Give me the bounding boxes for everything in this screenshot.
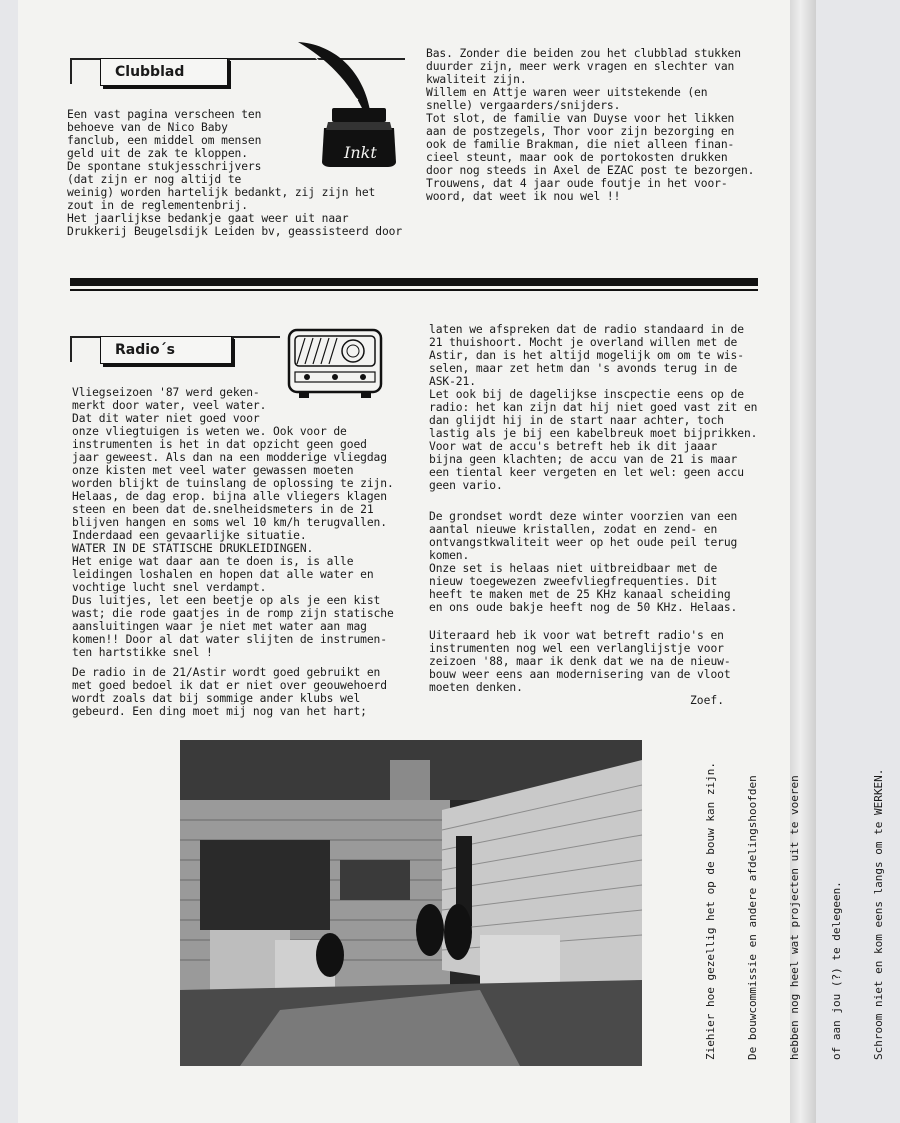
- text-line: kwaliteit zijn.: [426, 73, 527, 86]
- text-line: komen.: [429, 549, 470, 562]
- text-line: jaar geweest. Als dan na een modderige vliegdag: [72, 451, 387, 464]
- signature: Zoef.: [690, 694, 725, 707]
- text-line: instrumenten nog wel een verlanglijstje voor: [429, 642, 724, 655]
- clubblad-rule-mid: [228, 58, 230, 84]
- text-line: leidingen loshalen en hopen dat alle water en: [72, 568, 374, 581]
- text-line: Dat dit water niet goed voor: [72, 412, 260, 425]
- ink-quill-icon: [292, 38, 402, 168]
- text-line: snelle) vergaarders/snijders.: [426, 99, 621, 112]
- text-line: steen en been dat de.snelheidsmeters in de 21: [72, 503, 374, 516]
- text-line: vochtige lucht snel verdampt.: [72, 581, 267, 594]
- ink-label: Inkt: [344, 143, 377, 162]
- photo-caption: [676, 762, 900, 1060]
- text-line: Het jaarlijkse bedankje gaat weer uit naar: [67, 212, 349, 225]
- text-line: Drukkerij Beugelsdijk Leiden bv, geassisteerd door: [67, 225, 403, 238]
- text-line: een tiental keer vergeten en let wel: geen accu: [429, 466, 744, 479]
- text-line: onze vliegtuigen is weten we. Ook voor de: [72, 425, 347, 438]
- text-line: fanclub, een middel om mensen: [67, 134, 262, 147]
- text-line: Bas. Zonder die beiden zou het clubblad stukken: [426, 47, 741, 60]
- text-line: selen, maar zet hetm dan 's avonds terug in de: [429, 362, 738, 375]
- text-line: moeten denken.: [429, 681, 523, 694]
- text-line: ook de familie Brakman, die niet alleen finan-: [426, 138, 735, 151]
- text-line: instrumenten is het in dat opzicht geen goed: [72, 438, 367, 451]
- radios-rule-mid: [232, 336, 234, 362]
- text-line: Trouwens, dat 4 jaar oude foutje in het voor-: [426, 177, 728, 190]
- text-line: aansluitingen waar je niet met water aan mag: [72, 620, 367, 633]
- section-divider: [70, 278, 758, 286]
- text-line: geen vario.: [429, 479, 503, 492]
- text-line: weinig) worden hartelijk bedankt, zij zijn het: [67, 186, 376, 199]
- text-line: wordt zoals dat bij sommige ander klubs wel: [72, 692, 361, 705]
- text-line: Het enige wat daar aan te doen is, is alle: [72, 555, 354, 568]
- radio-icon: [287, 328, 383, 400]
- text-line: zout in de reglementenbrij.: [67, 199, 248, 212]
- photo-image: [180, 740, 642, 1066]
- construction-photo: [180, 740, 642, 1066]
- text-line: worden blijkt de tuinslang de oplossing te zijn.: [72, 477, 394, 490]
- text-line: cieel steunt, maar ook de portokosten drukken: [426, 151, 728, 164]
- text-line: blijven hangen en soms wel 10 km/h terugvallen.: [72, 516, 387, 529]
- text-line: De grondset wordt deze winter voorzien van een: [429, 510, 738, 523]
- text-line: Onze set is helaas niet uitbreidbaar met de: [429, 562, 718, 575]
- text-line: De spontane stukjesschrijvers: [67, 160, 262, 173]
- text-line: en ons oude bakje heeft nog de 50 KHz. Helaas.: [429, 601, 738, 614]
- text-line: dan glijdt hij in de start naar achter, toch: [429, 414, 724, 427]
- text-line: Let ook bij de dagelijkse inscpectie eens op de: [429, 388, 744, 401]
- text-line: woord, dat weet ik nou wel !!: [426, 190, 621, 203]
- text-line: geld uit de zak te kloppen.: [67, 147, 248, 160]
- caption-line: De bouwcommissie en andere afdelingshoofden: [746, 775, 759, 1060]
- clubblad-rule-left: [70, 58, 72, 84]
- text-line: laten we afspreken dat de radio standaard in de: [429, 323, 744, 336]
- radios-rule-left: [70, 336, 72, 362]
- text-line: door nog steeds in Axel de EZAC post te bezorgen.: [426, 164, 755, 177]
- text-line: duurder zijn, meer werk vragen en slechter van: [426, 60, 735, 73]
- text-line: komen!! Door al dat water slijten de instrumen-: [72, 633, 387, 646]
- text-line: Tot slot, de familie van Duyse voor het likken: [426, 112, 735, 125]
- caption-line: Ziehier hoe gezellig het op de bouw kan zijn.: [704, 761, 717, 1060]
- text-line: WATER IN DE STATISCHE DRUKLEIDINGEN.: [72, 542, 314, 555]
- text-line: ontvangstkwaliteit weer op het oude peil terug: [429, 536, 738, 549]
- clubblad-heading: Clubblad: [100, 58, 228, 86]
- text-line: merkt door water, veel water.: [72, 399, 267, 412]
- text-line: Vliegseizoen '87 werd geken-: [72, 386, 260, 399]
- text-line: Astir, dan is het altijd mogelijk om om te wis-: [429, 349, 744, 362]
- text-line: (dat zijn er nog altijd te: [67, 173, 242, 186]
- text-line: bijna geen klachten; de accu van de 21 is maar: [429, 453, 738, 466]
- text-line: Willem en Attje waren weer uitstekende (en: [426, 86, 708, 99]
- caption-line: hebben nog heel wat projecten uit te voeren: [788, 775, 801, 1060]
- text-line: Inderdaad een gevaarlijke situatie.: [72, 529, 307, 542]
- text-line: gebeurd. Een ding moet mij nog van het hart;: [72, 705, 367, 718]
- text-line: aantal nieuwe kristallen, zodat en zend- en: [429, 523, 718, 536]
- text-line: ten hartstikke snel !: [72, 646, 213, 659]
- text-line: zeizoen '88, maar ik denk dat we na de nieuw-: [429, 655, 731, 668]
- text-line: heeft te maken met de 25 KHz kanaal scheiding: [429, 588, 731, 601]
- text-line: radio: het kan zijn dat hij niet goed vast zit en: [429, 401, 758, 414]
- text-line: nieuw toegewezen zweefvliegfrequenties. Dit: [429, 575, 718, 588]
- radios-heading: Radio´s: [100, 336, 232, 364]
- text-line: Helaas, de dag erop. bijna alle vliegers klagen: [72, 490, 387, 503]
- text-line: met goed bedoel ik dat er niet over geouwehoerd: [72, 679, 387, 692]
- section-divider-thin: [70, 289, 758, 291]
- text-line: bouw weer eens aan modernisering van de vloot: [429, 668, 731, 681]
- text-line: lastig als je bij een kabelbreuk moet bijprikken.: [429, 427, 758, 440]
- caption-line: of aan jou (?) te delegeen.: [830, 881, 843, 1060]
- text-line: Voor wat de accu's betreft heb ik dit jaaar: [429, 440, 718, 453]
- text-line: Dus luitjes, let een beetje op als je een kist: [72, 594, 381, 607]
- caption-line: Schroom niet en kom eens langs om te WERKEN.: [872, 768, 885, 1060]
- text-line: ASK-21.: [429, 375, 476, 388]
- text-line: wast; die rode gaatjes in de romp zijn statische: [72, 607, 394, 620]
- text-line: 21 thuishoort. Mocht je overland willen met de: [429, 336, 738, 349]
- text-line: De radio in de 21/Astir wordt goed gebruikt en: [72, 666, 381, 679]
- text-line: Uiteraard heb ik voor wat betreft radio's en: [429, 629, 724, 642]
- text-line: onze kisten met veel water gewassen moeten: [72, 464, 354, 477]
- text-line: behoeve van de Nico Baby: [67, 121, 228, 134]
- text-line: aan de postzegels, Thor voor zijn bezorging en: [426, 125, 735, 138]
- text-line: Een vast pagina verscheen ten: [67, 108, 262, 121]
